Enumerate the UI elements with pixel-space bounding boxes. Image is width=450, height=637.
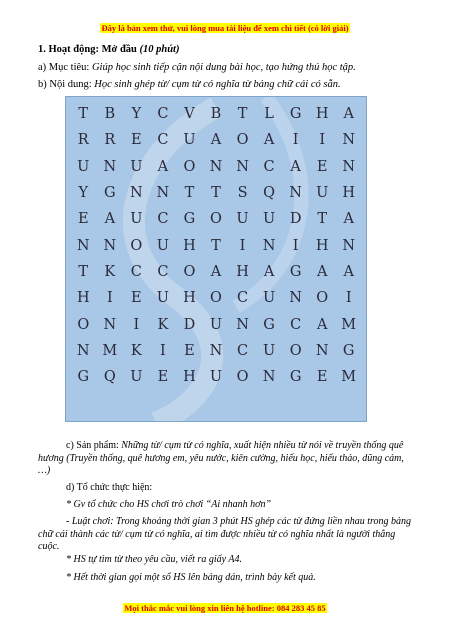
letter-cell: T <box>78 106 89 123</box>
letter-cell: Q <box>263 185 276 202</box>
contact-footer <box>0 603 450 613</box>
letter-cell: N <box>342 158 356 175</box>
letter-cell: A <box>263 264 275 281</box>
letter-cell: U <box>183 132 196 149</box>
letter-cell: G <box>183 211 196 228</box>
letter-cell: I <box>106 290 113 307</box>
letter-cell: K <box>130 343 142 360</box>
letter-cell: B <box>210 106 222 123</box>
letter-cell: S <box>237 185 248 202</box>
letter-cell: A <box>343 211 354 228</box>
letter-cell: T <box>211 185 221 202</box>
letter-cell: C <box>290 316 302 333</box>
letter-cell: E <box>131 290 142 307</box>
letter-grid <box>65 96 367 422</box>
letter-grid-cells <box>70 101 362 417</box>
letter-cell: E <box>316 369 328 386</box>
heading-time: (10 phút) <box>139 44 180 55</box>
letter-cell: U <box>236 211 249 228</box>
letter-cell: A <box>343 264 354 281</box>
letter-cell: R <box>104 132 116 149</box>
letter-cell: N <box>76 343 90 360</box>
step-3: * Hết thời gian gọi một số HS lên bảng dán, trình bày kết quả. <box>66 572 316 583</box>
letter-cell: O <box>316 290 329 307</box>
letter-cell: O <box>236 132 249 149</box>
product-text: Những từ/ cụm từ có nghĩa, xuất hiện nhiều từ nói về truyền thống quê hương (Truyền thống, quê hương em, yêu nước, kiên cường, hiếu học, hiếu thảo, dũng cảm, …) <box>38 440 404 476</box>
letter-cell: I <box>345 290 352 307</box>
letter-cell: L <box>264 106 274 123</box>
letter-cell: C <box>236 290 249 307</box>
letter-cell: G <box>104 185 116 202</box>
letter-cell: N <box>236 316 249 333</box>
letter-cell: N <box>156 185 170 202</box>
letter-cell: Q <box>103 369 116 386</box>
letter-cell: C <box>236 343 249 360</box>
letter-cell: A <box>210 264 222 281</box>
heading-title: 1. Hoạt động: Mở đầu <box>38 44 137 55</box>
letter-cell: U <box>209 369 223 386</box>
letter-cell: I <box>319 132 326 149</box>
letter-cell: O <box>183 264 196 281</box>
letter-cell: A <box>290 158 301 175</box>
letter-cell: C <box>263 158 275 175</box>
letter-cell: I <box>239 237 246 254</box>
letter-cell: A <box>263 132 275 149</box>
letter-cell: N <box>289 290 302 307</box>
letter-cell: G <box>289 264 302 281</box>
letter-cell: I <box>292 132 299 149</box>
product-paragraph <box>38 440 418 478</box>
letter-cell: A <box>104 211 116 228</box>
letter-cell: T <box>78 264 89 281</box>
letter-cell: T <box>184 185 195 202</box>
step-1: * Gv tổ chức cho HS chơi trò chơi “Ai nhanh hơn” <box>66 499 272 510</box>
preview-banner-text: Đây là bản xem thử, vui lòng mua tài liệu để xem chi tiết (có lời giải) <box>101 23 349 33</box>
letter-cell: H <box>76 290 90 307</box>
letter-cell: H <box>236 264 249 281</box>
letter-cell: V <box>184 106 195 123</box>
letter-cell: O <box>183 158 196 175</box>
method-title: d) Tổ chức thực hiện: <box>66 482 153 493</box>
letter-cell: G <box>77 369 90 386</box>
letter-cell: N <box>103 316 117 333</box>
letter-cell: H <box>342 185 356 202</box>
letter-cell: N <box>103 158 117 175</box>
letter-cell: G <box>263 316 275 333</box>
letter-cell: M <box>341 316 357 333</box>
letter-cell: U <box>262 343 276 360</box>
letter-cell: U <box>77 158 90 175</box>
letter-cell: U <box>262 290 276 307</box>
letter-cell: U <box>316 185 329 202</box>
letter-cell: O <box>77 316 90 333</box>
letter-cell: A <box>210 132 222 149</box>
letter-cell: H <box>315 106 329 123</box>
contact-footer-text: Mọi thắc mắc vui lòng xin liên hệ hotline: 084 283 45 85 <box>124 603 326 613</box>
letter-cell: N <box>103 237 117 254</box>
objective-prefix: a) Mục tiêu: <box>38 62 90 73</box>
letter-cell: O <box>289 343 302 360</box>
letter-cell: N <box>262 369 276 386</box>
letter-cell: U <box>130 369 143 386</box>
letter-cell: N <box>76 237 90 254</box>
letter-cell: O <box>210 290 222 307</box>
letter-cell: H <box>315 237 329 254</box>
letter-cell: H <box>183 237 196 254</box>
letter-cell: N <box>342 132 356 149</box>
letter-cell: Y <box>131 106 142 123</box>
letter-cell: I <box>292 237 299 254</box>
letter-cell: C <box>157 211 169 228</box>
letter-cell: O <box>236 369 249 386</box>
letter-cell: N <box>130 185 143 202</box>
letter-cell: E <box>77 211 89 228</box>
letter-cell: I <box>133 316 140 333</box>
letter-cell: E <box>184 343 195 360</box>
letter-cell: C <box>130 264 142 281</box>
letter-cell: U <box>130 211 143 228</box>
letter-cell: C <box>157 106 169 123</box>
letter-cell: M <box>341 369 357 386</box>
letter-cell: N <box>315 343 329 360</box>
letter-cell: T <box>317 211 328 228</box>
letter-cell: G <box>342 343 355 360</box>
letter-cell: K <box>104 264 116 281</box>
letter-cell: C <box>157 264 169 281</box>
letter-cell: A <box>157 158 169 175</box>
letter-cell: N <box>342 237 356 254</box>
letter-cell: T <box>211 237 221 254</box>
objective-text: Giúp học sinh tiếp cận nội dung bài học, tạo hứng thú học tập. <box>91 62 356 73</box>
letter-cell: U <box>156 290 170 307</box>
product-prefix: c) Sản phẩm: <box>66 440 119 451</box>
letter-cell: E <box>316 158 328 175</box>
letter-cell: N <box>209 343 223 360</box>
letter-cell: N <box>209 158 223 175</box>
letter-cell: A <box>316 264 328 281</box>
letter-cell: R <box>77 132 89 149</box>
letter-cell: U <box>130 158 143 175</box>
letter-cell: N <box>289 185 302 202</box>
letter-cell: T <box>237 106 248 123</box>
letter-cell: M <box>102 343 118 360</box>
letter-cell: U <box>262 211 276 228</box>
letter-cell: D <box>183 316 196 333</box>
letter-cell: U <box>209 316 223 333</box>
letter-cell: K <box>157 316 169 333</box>
letter-cell: C <box>157 132 169 149</box>
letter-cell: N <box>262 237 276 254</box>
section-heading <box>38 43 179 56</box>
content-line <box>38 78 341 91</box>
step-2: * HS tự tìm từ theo yêu cầu, viết ra giấy A4. <box>66 554 242 565</box>
letter-cell: G <box>289 106 302 123</box>
letter-cell: H <box>183 290 196 307</box>
game-rules: - Luật chơi: Trong khoảng thời gian 3 phút HS ghép các từ đứng liền nhau trong bảng chữ cái thành các từ/ cụm từ có nghĩa, ai tìm được nhiều từ có nghĩa nhất là người thắng cuộc. <box>38 516 411 552</box>
letter-cell: I <box>160 343 166 360</box>
letter-cell: A <box>343 106 354 123</box>
letter-cell: D <box>289 211 302 228</box>
letter-cell: Y <box>78 185 89 202</box>
preview-banner <box>0 23 450 33</box>
letter-cell: A <box>316 316 328 333</box>
content-text: Học sinh ghép từ/ cụm từ có nghĩa từ bảng chữ cái có sẵn. <box>94 79 341 90</box>
letter-cell: O <box>130 237 143 254</box>
objective-line <box>38 61 356 74</box>
letter-cell: N <box>236 158 249 175</box>
letter-cell: O <box>210 211 222 228</box>
letter-cell: E <box>131 132 142 149</box>
letter-cell: U <box>156 237 170 254</box>
content-prefix: b) Nội dung: <box>38 79 92 90</box>
letter-cell: B <box>104 106 116 123</box>
letter-cell: H <box>183 369 196 386</box>
letter-cell: E <box>157 369 169 386</box>
letter-cell: G <box>289 369 302 386</box>
